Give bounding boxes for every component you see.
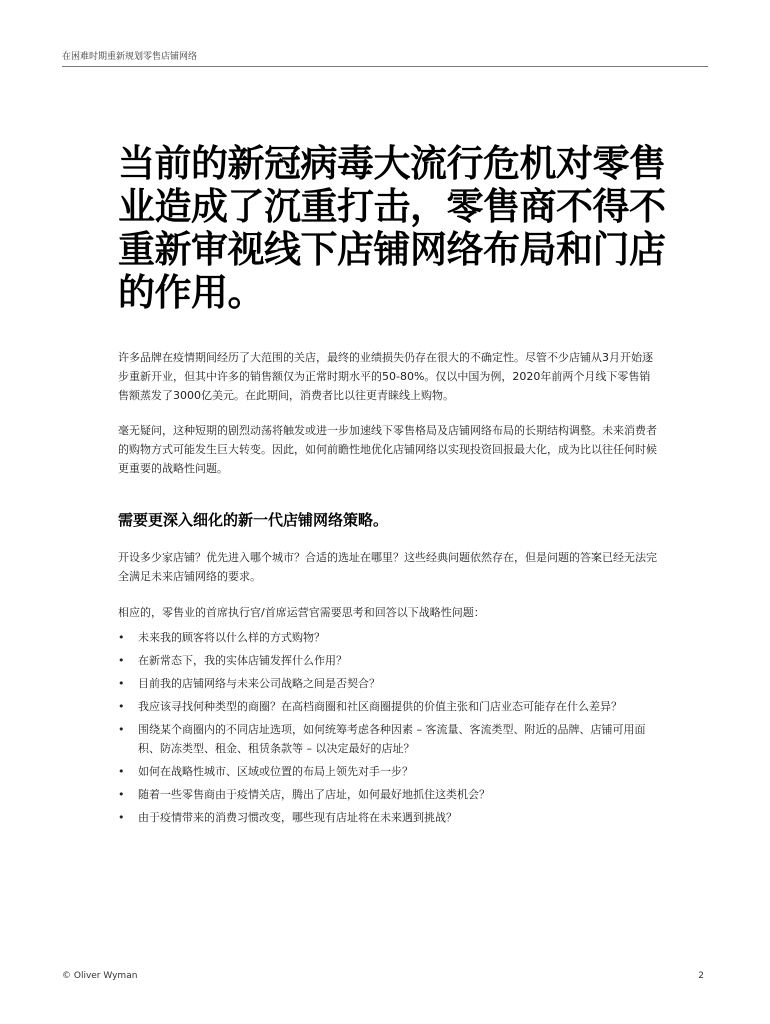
body-paragraph-2: 毫无疑问，这种短期的剧烈动荡将触发或进一步加速线下零售格局及店铺网络布局的长期结构调整。未来消费者的购物方式可能发生巨大转变。因此，如何前瞻性地优化店铺网络以实现投资回报最大化，成为比以往任何时候更重要的战略性问题。 <box>118 424 657 475</box>
page-number: 2 <box>698 971 704 981</box>
body-paragraph-1: 许多品牌在疫情期间经历了大范围的关店，最终的业绩损失仍存在很大的不确定性。尽管不少店铺从3月开始逐步重新开业，但其中许多的销售额仅为正常时期水平的50-80%。仅以中国为例，2020年前两个月线下零售销售额蒸发了3000亿美元。在此期间，消费者比以往更青睐线上购物。 <box>118 351 653 402</box>
list-item <box>118 628 663 647</box>
header-divider <box>62 66 708 67</box>
bullet-marker: • <box>118 700 125 713</box>
list-item-text: 我应该寻找何种类型的商圈？在高档商圈和社区商圈提供的价值主张和门店业态可能存在什么差异？ <box>138 700 622 713</box>
list-item <box>118 785 663 804</box>
list-item <box>118 808 663 827</box>
list-item-text: 目前我的店铺网络与未来公司战略之间是否契合？ <box>138 677 380 690</box>
bullet-marker: • <box>118 811 125 824</box>
list-item-text: 在新常态下，我的实体店铺发挥什么作用？ <box>138 654 347 667</box>
list-item-text: 如何在战略性城市、区域或位置的布局上领先对手一步？ <box>138 765 413 778</box>
running-header: 在困难时期重新规划零售店铺网络 <box>62 52 198 62</box>
headline: 当前的新冠病毒大流行危机对零售业造成了沉重打击，零售商不得不重新审视线下店铺网络布局和门店的作用。 <box>118 142 666 314</box>
list-item-text: 围绕某个商圈内的不同店址选项，如何统筹考虑各种因素 – 客流量、客流类型、附近的品牌、店铺可用面积、防冻类型、租金、租赁条款等 – 以决定最好的店址？ <box>138 723 646 755</box>
list-item-text: 未来我的顾客将以什么样的方式购物？ <box>138 631 325 644</box>
bullet-marker: • <box>118 788 125 801</box>
list-item-text: 随着一些零售商由于疫情关店，腾出了店址，如何最好地抓住这类机会？ <box>138 788 490 801</box>
bullets-intro: 相应的，零售业的首席执行官/首席运营官需要思考和回答以下战略性问题： <box>118 606 485 619</box>
bullet-marker: • <box>118 654 125 667</box>
list-item <box>118 762 663 781</box>
list-item <box>118 697 663 716</box>
list-item <box>118 720 663 758</box>
question-list <box>118 628 663 831</box>
list-item <box>118 651 663 670</box>
footer-copyright: © Oliver Wyman <box>62 971 138 981</box>
list-item <box>118 674 663 693</box>
bullet-marker: • <box>118 765 125 778</box>
list-item-text: 由于疫情带来的消费习惯改变，哪些现有店址将在未来遇到挑战？ <box>138 811 457 824</box>
body-paragraph-3: 开设多少家店铺？优先进入哪个城市？合适的选址在哪里？这些经典问题依然存在，但是问题的答案已经无法完全满足未来店铺网络的要求。 <box>118 551 657 583</box>
bullet-marker: • <box>118 677 125 690</box>
bullet-marker: • <box>118 723 125 736</box>
bullet-marker: • <box>118 631 125 644</box>
section-subheading: 需要更深入细化的新一代店铺网络策略。 <box>118 511 389 529</box>
